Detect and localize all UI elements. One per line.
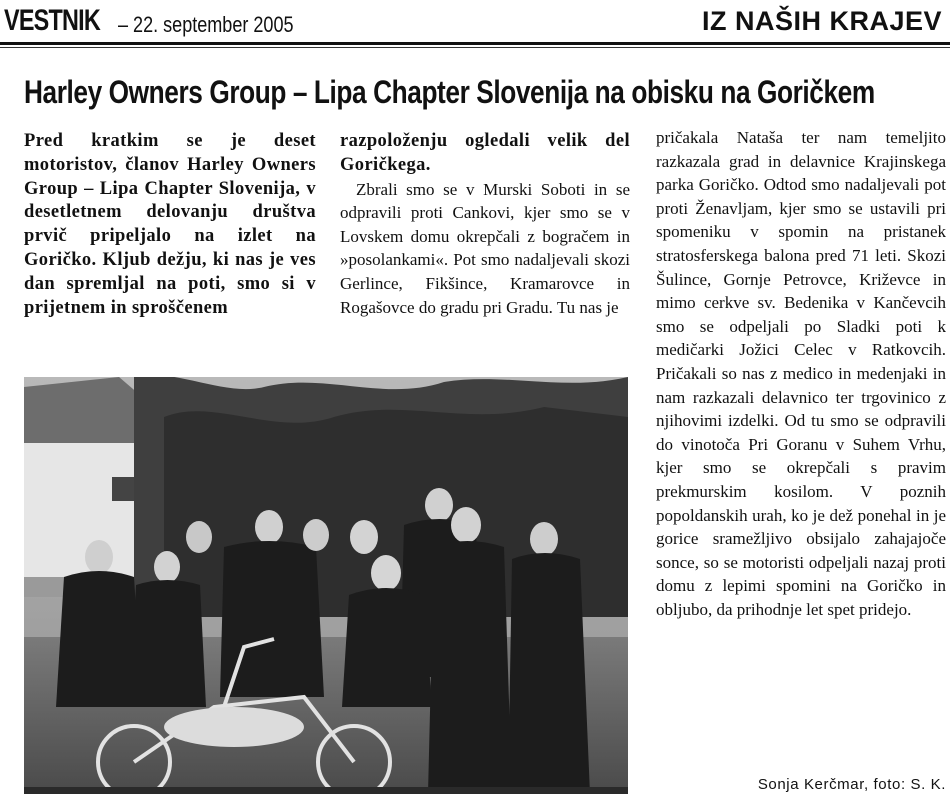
publication-logo bbox=[4, 4, 127, 38]
article-column-3 bbox=[656, 126, 946, 621]
issue-date: – 22. september 2005 bbox=[118, 12, 294, 37]
article-body: Zbrali smo se v Murski Soboti in se odpravili proti Cankovi, kjer smo se v Lovskem domu okrepčali z bogračem in »posolankami«. Pot smo nadaljevali skozi Gerlince, Fikšince, Kramarovce in Rogašovce do gradu pri Gradu. Tu nas je bbox=[340, 179, 630, 317]
masthead-rule bbox=[0, 42, 950, 45]
article-column-1 bbox=[24, 130, 316, 320]
publication-name: VESTNIK bbox=[4, 4, 100, 37]
article-headline: Harley Owners Group – Lipa Chapter Slovenija na obisku na Goričkem bbox=[24, 74, 875, 110]
masthead-rule-thin bbox=[0, 47, 950, 48]
article-lead: Pred kratkim se je deset motoristov, članov Harley Owners Group – Lipa Chapter Slovenija, v desetletnem delovanju društva prvič pripeljalo na izlet na Goričko. Kljub dežju, ki nas je ves dan spremljal na poti, smo si v prijetnem in sproščenem bbox=[24, 131, 316, 318]
article-byline: Sonja Kerčmar, foto: S. K. bbox=[757, 776, 946, 793]
article-column-2 bbox=[340, 130, 630, 319]
article-lead-continued: razpoloženju ogledali velik del Goričkega. bbox=[340, 131, 630, 175]
section-title: IZ NAŠIH KRAJEV bbox=[701, 6, 942, 36]
group-photo bbox=[24, 377, 628, 794]
article-body-continued: pričakala Nataša ter nam temeljito razkazala grad in delavnice Krajinskega parka Goričko. Odtod smo nadaljevali pot proti Ženavljam, kjer smo se ustavili pri spomeniku v spomin na pristanek stratosferskega balona pred 71 leti. Skozi Šulince, Gornje Petrovce, Križevce in mimo cerkve sv. Bedenika v Kančevcih smo se odpeljali po Sladki poti k medičarki Jožici Celec v Ratkovcih. Pričakali so nas z medico in medenjaki in nam razkazali delavnico ter trgovinico z njihovimi izdelki. Od tu smo se odpravili do vinotoča Pri Goranu v Suhem Vrhu, kjer smo se okrepčali s pravim prekmurskim kosilom. V poznih popoldanskih urah, ko je dež ponehal in je gorice sramežljivo obsijalo zahajajoče sonce, so se motoristi odpeljali nazaj proti domu z lepimi spomini na Goričko in obljubo, da prihodnje let spet pridejo. bbox=[656, 128, 946, 619]
masthead bbox=[0, 0, 950, 52]
